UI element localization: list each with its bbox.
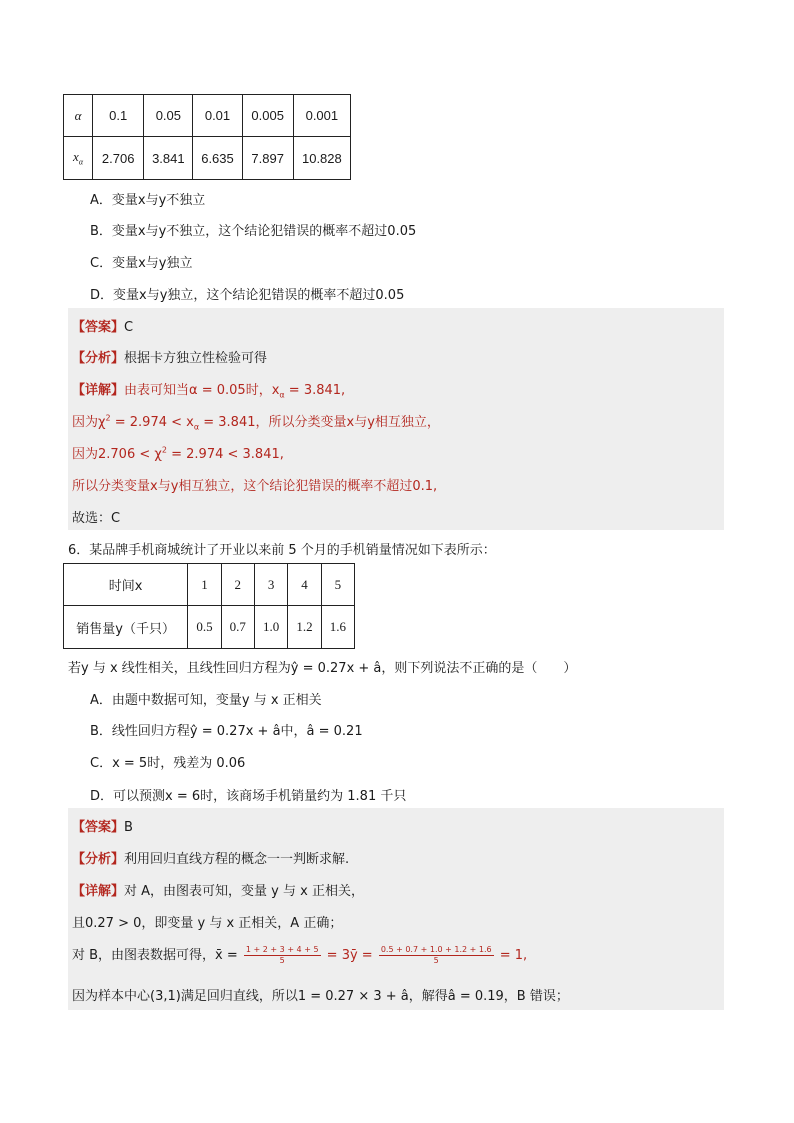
detail-line: 【详解】对 A，由图表可知，变量 y 与 x 正相关， xyxy=(72,884,364,899)
option-d: D．变量x与y独立，这个结论犯错误的概率不超过0.05 xyxy=(90,288,405,303)
detail-line: 因为样本中心(3,1)满足回归直线，所以1 = 0.27 × 3 + â，解得â = 0.19，B 错误； xyxy=(72,989,569,1004)
table-cell: 2.706 xyxy=(93,137,144,180)
table-cell: 0.5 xyxy=(188,606,221,649)
table-cell: 时间x xyxy=(64,564,188,606)
critical-value-table xyxy=(63,94,351,180)
table-cell: 1.0 xyxy=(254,606,287,649)
table-cell: 1 xyxy=(188,564,221,606)
option-a: A．变量x与y不独立 xyxy=(90,193,206,208)
table-cell: 0.01 xyxy=(193,95,242,137)
answer-line: 【答案】B xyxy=(72,820,133,835)
table-cell: 0.1 xyxy=(93,95,144,137)
option-c: C．变量x与y独立 xyxy=(90,256,193,271)
table-cell: 0.005 xyxy=(242,95,293,137)
table-cell: 7.897 xyxy=(242,137,293,180)
table-cell: 3 xyxy=(254,564,287,606)
table-cell: 0.001 xyxy=(293,95,350,137)
detail-line: 【详解】由表可知当α = 0.05时，$x_\alpha = 3.841$, xyxy=(72,383,346,400)
table-cell: 10.828 xyxy=(293,137,350,180)
table-cell: 销售量y（千只） xyxy=(64,606,188,649)
table-cell: 2 xyxy=(221,564,254,606)
answer-line: 【答案】C xyxy=(72,320,134,335)
option-b: B．变量x与y不独立，这个结论犯错误的概率不超过0.05 xyxy=(90,224,417,239)
option-c: C．x = 5时，残差为 0.06 xyxy=(90,756,246,771)
table-cell: $x_\alpha$ xyxy=(64,137,93,180)
detail-line: 对 B，由图表数据可得，x̄ = $\frac{1 + 2 + 3 + 4 + 5}{5}$ = 3ȳ = $\frac{0.5 + 0.7 + 1.0 + 1.2 + 1.6}{5}$ = 1, xyxy=(72,945,528,965)
option-d: D．可以预测x = 6时，该商场手机销量约为 1.81 千只 xyxy=(90,789,407,804)
table-cell: 0.05 xyxy=(144,95,193,137)
detail-line: 因为$\chi^2 = 2.974 < x_\alpha = 3.841$，所以分类变量x与y相互独立， xyxy=(72,413,440,432)
detail-line: 因为$2.706 < \chi^2 = 2.974 < 3.841$, xyxy=(72,445,284,462)
analysis-line: 【分析】根据卡方独立性检验可得 xyxy=(72,351,268,366)
table-cell: 0.7 xyxy=(221,606,254,649)
fraction: $\frac{0.5 + 0.7 + 1.0 + 1.2 + 1.6}{5}$ xyxy=(380,945,492,965)
sales-table xyxy=(63,563,355,649)
option-a: A．由题中数据可知，变量y 与 x 正相关 xyxy=(90,693,322,708)
option-b: B．线性回归方程ŷ = 0.27x + â中，â = 0.21 xyxy=(90,724,363,739)
table-cell: 1.6 xyxy=(321,606,354,649)
analysis-line: 【分析】利用回归直线方程的概念一一判断求解. xyxy=(72,852,350,867)
solution-box xyxy=(68,808,724,1010)
table-cell: α xyxy=(64,95,93,137)
choice-line: 故选：C xyxy=(72,511,121,526)
detail-line: 且0.27 > 0，即变量 y 与 x 正相关，A 正确； xyxy=(72,916,343,931)
detail-line: 所以分类变量x与y相互独立，这个结论犯错误的概率不超过0.1, xyxy=(72,479,438,494)
table-cell: 1.2 xyxy=(288,606,321,649)
question-text: 若y 与 x 线性相关，且线性回归方程为ŷ = 0.27x + â，则下列说法不正确的是（ ） xyxy=(68,661,577,676)
table-cell: 6.635 xyxy=(193,137,242,180)
table-cell: 5 xyxy=(321,564,354,606)
table-cell: 4 xyxy=(288,564,321,606)
table-cell: 3.841 xyxy=(144,137,193,180)
fraction: $\frac{1 + 2 + 3 + 4 + 5}{5}$ xyxy=(245,945,319,965)
question-stem: 6．某品牌手机商城统计了开业以来前 5 个月的手机销量情况如下表所示： xyxy=(68,543,496,558)
